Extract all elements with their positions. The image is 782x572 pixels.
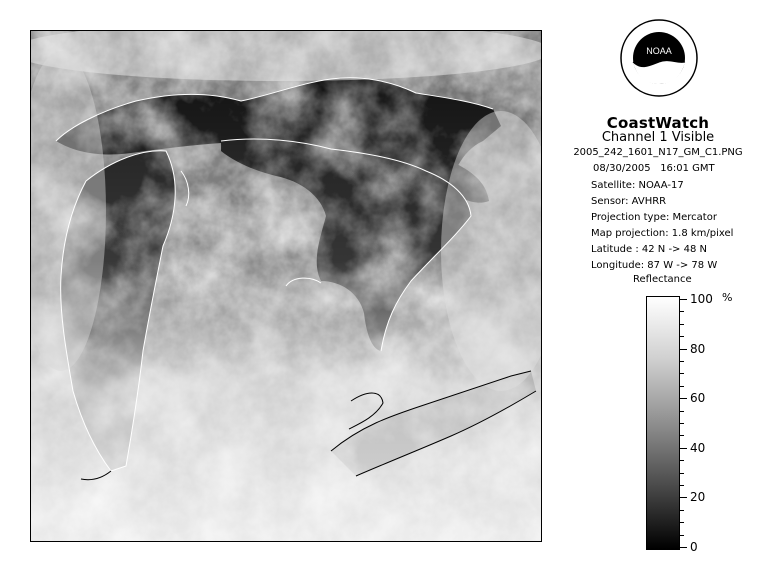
colorbar-minor-tick — [680, 435, 684, 436]
channel-subtitle: Channel 1 Visible — [601, 130, 715, 145]
colorbar-major-tick — [680, 547, 687, 548]
image-filename: 2005_242_1601_N17_GM_C1.PNG — [573, 147, 743, 158]
colorbar-minor-tick — [680, 485, 684, 486]
colorbar-tick-label: 60 — [690, 391, 706, 406]
satellite-map — [30, 30, 542, 542]
noaa-logo-text: NOAA — [646, 46, 672, 56]
colorbar-minor-tick — [680, 535, 684, 536]
map-projection-info: Map projection: 1.8 km/pixel — [591, 228, 734, 239]
product-title: CoastWatch — [606, 114, 710, 132]
colorbar-major-tick — [680, 448, 687, 449]
satellite-image — [31, 31, 542, 542]
colorbar-minor-tick — [680, 522, 684, 523]
acquisition-time: 16:01 GMT — [660, 163, 715, 174]
colorbar-minor-tick — [680, 361, 684, 362]
colorbar-tick-label: 40 — [690, 440, 706, 455]
sensor-info: Sensor: AVHRR — [591, 196, 667, 207]
colorbar-minor-tick — [680, 311, 684, 312]
colorbar-minor-tick — [680, 423, 684, 424]
colorbar-minor-tick — [680, 460, 684, 461]
acquisition-datetime — [593, 163, 715, 174]
colorbar-tick-label: 100 — [690, 292, 713, 306]
colorbar-tick-label: 80 — [690, 341, 706, 356]
colorbar-major-tick — [680, 349, 687, 350]
colorbar-unit: % — [722, 291, 733, 304]
colorbar-major-tick — [680, 398, 687, 399]
acquisition-date: 08/30/2005 — [593, 163, 651, 174]
colorbar-minor-tick — [680, 386, 684, 387]
colorbar-minor-tick — [680, 473, 684, 474]
colorbar-minor-tick — [680, 324, 684, 325]
colorbar-major-tick — [680, 299, 687, 300]
projection-type-info: Projection type: Mercator — [591, 212, 717, 223]
reflectance-colorbar — [646, 296, 680, 550]
colorbar-title: Reflectance — [633, 274, 692, 285]
colorbar-minor-tick — [680, 510, 684, 511]
colorbar-minor-tick — [680, 373, 684, 374]
colorbar-tick-label: 20 — [690, 490, 706, 505]
satellite-info: Satellite: NOAA-17 — [591, 180, 684, 191]
colorbar-tick-label: 0 — [690, 540, 698, 554]
colorbar-major-tick — [680, 497, 687, 498]
colorbar-minor-tick — [680, 411, 684, 412]
longitude-info: Longitude: 87 W -> 78 W — [591, 260, 718, 271]
latitude-info: Latitude : 42 N -> 48 N — [591, 244, 707, 255]
colorbar-minor-tick — [680, 336, 684, 337]
noaa-logo — [619, 18, 699, 98]
